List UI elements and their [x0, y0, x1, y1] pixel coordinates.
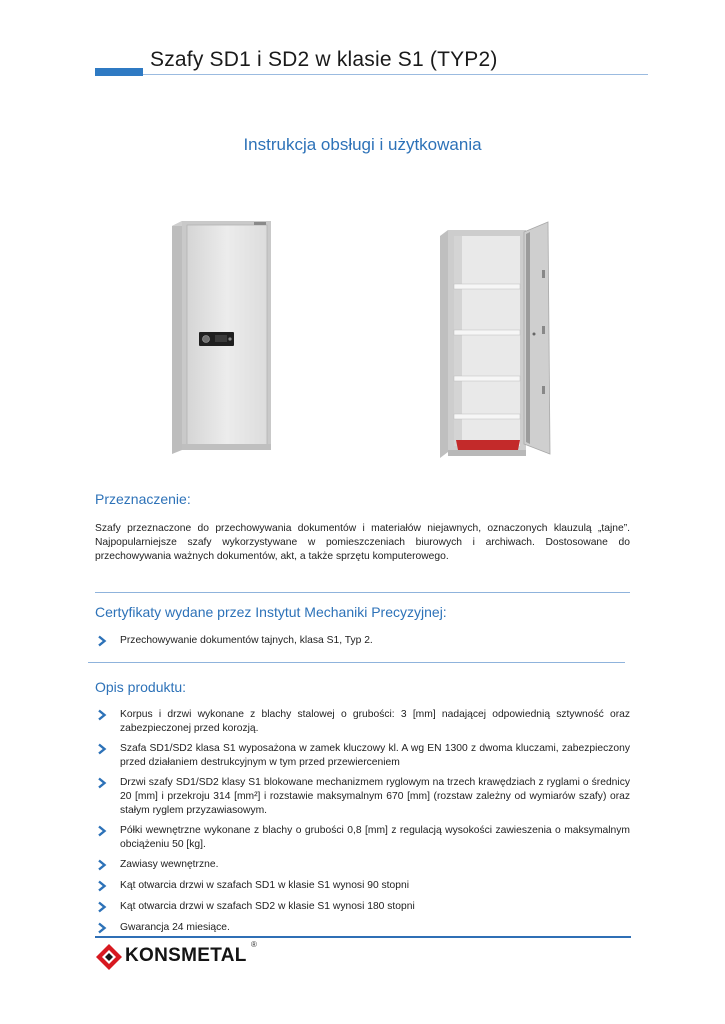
chevron-right-icon: [97, 635, 107, 647]
registered-mark: ®: [251, 940, 257, 949]
list-item-text: Zawiasy wewnętrzne.: [120, 859, 219, 870]
section-divider: [95, 592, 630, 593]
list-item-text: Korpus i drzwi wykonane z blachy stalowej o grubości: 3 [mm] nadającej odpowiednią sztywność oraz zabezpieczonej przed korozją.: [120, 709, 630, 734]
list-item: [95, 879, 630, 893]
purpose-text: Szafy przeznaczone do przechowywania dokumentów i materiałów niejawnych, oznaczonych klauzulą „tajne”. Najpopularniejsze szafy wykorzystywane w pomieszczeniach biurowych i archiwach. Dostosowane do przechowywania ważnych dokumentów, akt, a także sprzętu komputerowego.: [95, 523, 630, 562]
list-item: [95, 742, 630, 770]
certificates-heading: Certyfikaty wydane przez Instytut Mechaniki Precyzyjnej:: [95, 604, 447, 620]
list-item-text: Gwarancja 24 miesiące.: [120, 922, 230, 933]
list-item: [95, 921, 630, 935]
chevron-right-icon: [97, 825, 107, 837]
list-item: [95, 634, 630, 648]
list-item-text: Przechowywanie dokumentów tajnych, klasa S1, Typ 2.: [120, 635, 373, 646]
list-item-text: Półki wewnętrzne wykonane z blachy o grubości 0,8 [mm] z regulacją wysokości zawieszenia o maksymalnym obciążeniu 50 [kg].: [120, 825, 630, 850]
konsmetal-emblem-icon: [95, 943, 123, 971]
purpose-heading: Przeznaczenie:: [95, 491, 191, 507]
page-title: Szafy SD1 i SD2 w klasie S1 (TYP2): [150, 48, 498, 71]
chevron-right-icon: [97, 777, 107, 789]
list-item-text: Kąt otwarcia drzwi w szafach SD1 w klasie S1 wynosi 90 stopni: [120, 880, 410, 891]
section-divider: [88, 662, 625, 663]
list-item-text: Szafa SD1/SD2 klasa S1 wyposażona w zamek kluczowy kl. A wg EN 1300 z dwoma kluczami, zabezpieczony przed działaniem destrukcyjnym w tym przed przewierceniem: [120, 743, 630, 768]
chevron-right-icon: [97, 901, 107, 913]
header-rule: [143, 74, 648, 75]
chevron-right-icon: [97, 859, 107, 871]
chevron-right-icon: [97, 743, 107, 755]
chevron-right-icon: [97, 880, 107, 892]
list-item: [95, 858, 630, 872]
footer-rule: [95, 936, 631, 938]
brand-name: KONSMETAL: [125, 945, 247, 966]
list-item-text: Drzwi szafy SD1/SD2 klasy S1 blokowane mechanizmem ryglowym na trzech krawędziach z ryglami o średnicy 20 [mm] i przekroju 314 [mm²] i rozstawie maksymalnym 670 [mm] (rozstaw zależny od wymiarów szafy) oraz stałym ryglem przyzawiasowym.: [120, 777, 630, 816]
list-item: [95, 708, 630, 736]
description-heading: Opis produktu:: [95, 679, 187, 695]
open-cabinet-image: [438, 218, 553, 468]
document-subtitle: Instrukcja obsługi i użytkowania: [243, 135, 482, 154]
list-item: [95, 824, 630, 852]
certificates-list: [95, 634, 630, 648]
closed-cabinet-image: [168, 218, 274, 456]
list-item-text: Kąt otwarcia drzwi w szafach SD2 w klasie S1 wynosi 180 stopni: [120, 901, 415, 912]
chevron-right-icon: [97, 709, 107, 721]
description-list: [95, 708, 630, 935]
list-item: [95, 900, 630, 914]
header-accent-bar: [95, 68, 143, 76]
list-item: [95, 776, 630, 818]
chevron-right-icon: [97, 922, 107, 934]
